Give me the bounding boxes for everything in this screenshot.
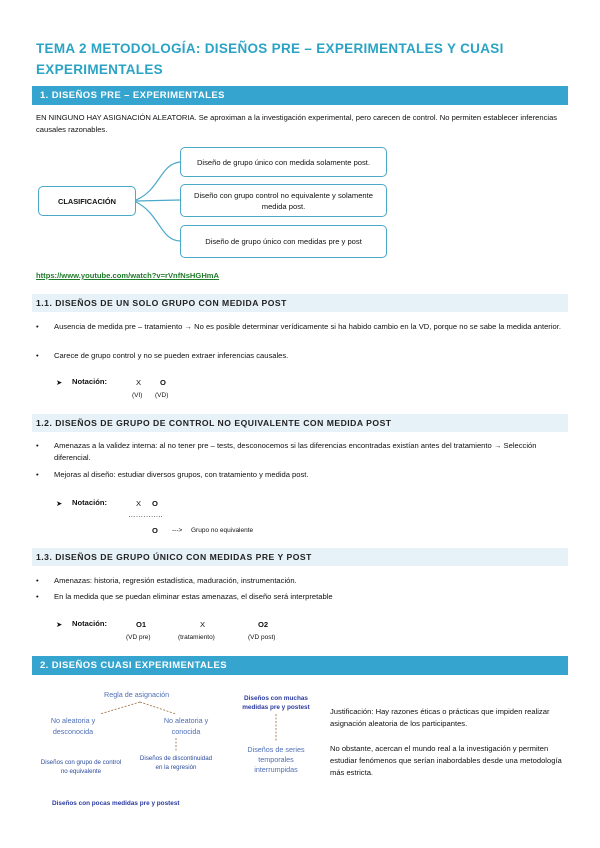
notation-label: Notación: — [72, 498, 108, 507]
bullet-1-1-1: • Ausencia de medida pre – tratamiento → No es posible determinar verídicamente si ha habido cambio en la VD, porque no se sabe la medida anterior. — [36, 322, 561, 331]
notation-label: Notación: — [72, 619, 108, 628]
sketch-left-child: Diseños con grupo de control no equivalente — [40, 759, 122, 775]
classification-root: CLASIFICACIÓN — [38, 186, 136, 216]
subsection-1-1-heading: 1.1. DISEÑOS DE UN SOLO GRUPO CON MEDIDA POST — [32, 294, 568, 312]
sketch-left: No aleatoria y desconocida — [50, 716, 96, 736]
sketch-right-child: Diseños de discontinuidad en la regresión — [139, 755, 213, 771]
bullet-text: Carece de grupo control y no se pueden extraer inferencias causales. — [54, 351, 289, 360]
sketch-right: No aleatoria y conocida — [163, 716, 209, 736]
section-1-intro: EN NINGUNO HAY ASIGNACIÓN ALEATORIA. Se aproximan a la investigación experimental, pero carecen de control. No permiten establecer inferencias causales razonables. — [36, 113, 558, 134]
notation-arrow: ---> — [172, 527, 183, 534]
notation-note: Grupo no equivalente — [191, 527, 254, 534]
bullet-text: Amenazas: historia, regresión estadística, maduración, instrumentación. — [54, 576, 297, 585]
page-title: TEMA 2 METODOLOGÍA: DISEÑOS PRE – EXPERIMENTALES Y CUASI EXPERIMENTALES — [36, 41, 504, 77]
classification-item-2: Diseño con grupo control no equivalente y solamente medida post. — [180, 184, 387, 217]
bullet-text: En la medida que se puedan eliminar estas amenazas, el diseño será interpretable — [54, 592, 333, 601]
notation-o-control: O — [152, 526, 158, 535]
bullet-1-3-1: • Amenazas: historia, regresión estadística, maduración, instrumentación. — [36, 576, 297, 585]
classification-item-1: Diseño de grupo único con medida solamente post. — [180, 147, 387, 177]
notation-dots: ………….. — [128, 510, 163, 519]
bullet-1-2-2: • Mejoras al diseño: estudiar diversos grupos, con tratamiento y medida post. — [36, 470, 309, 479]
sketch-top-right: Diseños con muchas medidas pre y postest — [242, 695, 310, 711]
section-2-heading: 2. DISEÑOS CUASI EXPERIMENTALES — [32, 656, 568, 675]
bullet-text: Ausencia de medida pre – tratamiento → No es posible determinar verídicamente si ha habido cambio en la VD, porque no se sabe la medida anterior. — [54, 322, 561, 331]
notation-x-sub: (VI) — [132, 392, 143, 399]
classification-item-3: Diseño de grupo único con medidas pre y post — [180, 225, 387, 258]
notation-o: O — [160, 378, 166, 387]
section-1-heading: 1. DISEÑOS PRE – EXPERIMENTALES — [32, 86, 568, 105]
sketch-rule: Regla de asignación — [104, 690, 170, 699]
notation-label: Notación: — [72, 377, 108, 386]
notation-o-sub: (VD) — [155, 392, 169, 399]
youtube-link[interactable]: https://www.youtube.com/watch?v=rVnfNsHGHmA — [36, 271, 220, 280]
sketch-bottom: Diseños con pocas medidas pre y postest — [52, 800, 180, 807]
notation-o1: O1 — [136, 620, 147, 629]
sketch-series: Diseños de series temporales interrumpidas — [247, 745, 305, 774]
bullet-1-3-2: • En la medida que se puedan eliminar estas amenazas, el diseño será interpretable — [36, 592, 333, 601]
subsection-1-3-heading: 1.3. DISEÑOS DE GRUPO ÚNICO CON MEDIDAS PRE Y POST — [32, 548, 568, 566]
justification-1: Justificación: Hay razones éticas o prácticas que impiden realizar asignación aleatoria de los participantes. — [330, 707, 550, 728]
notation-x: X — [200, 620, 206, 629]
bullet-text: Amenazas a la validez interna: al no tener pre – tests, desconocemos si las diferencias encontradas existían antes del tratamiento → Selección diferencial. — [54, 441, 537, 462]
notation-o2: O2 — [258, 620, 269, 629]
arrow-marker: ➤ — [56, 499, 63, 508]
notation-x: X — [136, 499, 142, 508]
notation-x-sub: (tratamiento) — [178, 634, 215, 641]
justification-2: No obstante, acercan el mundo real a la investigación y permiten estudiar fenómenos que serían inabordables desde una metodología más estricta. — [330, 744, 562, 777]
bullet-text: Mejoras al diseño: estudiar diversos grupos, con tratamiento y medida post. — [54, 470, 309, 479]
notation-o2-sub: (VD post) — [248, 634, 276, 641]
notation-x: X — [136, 378, 142, 387]
notation-o: O — [152, 499, 158, 508]
subsection-1-2-heading: 1.2. DISEÑOS DE GRUPO DE CONTROL NO EQUIVALENTE CON MEDIDA POST — [32, 414, 568, 432]
bullet-1-1-2: • Carece de grupo control y no se pueden extraer inferencias causales. — [36, 351, 289, 360]
notation-o1-sub: (VD pre) — [126, 634, 151, 641]
bullet-1-2-1: • Amenazas a la validez interna: al no tener pre – tests, desconocemos si las diferencias encontradas existían antes del tratamiento → Selección diferencial. — [36, 441, 537, 462]
arrow-marker: ➤ — [56, 378, 63, 387]
arrow-marker: ➤ — [56, 620, 63, 629]
